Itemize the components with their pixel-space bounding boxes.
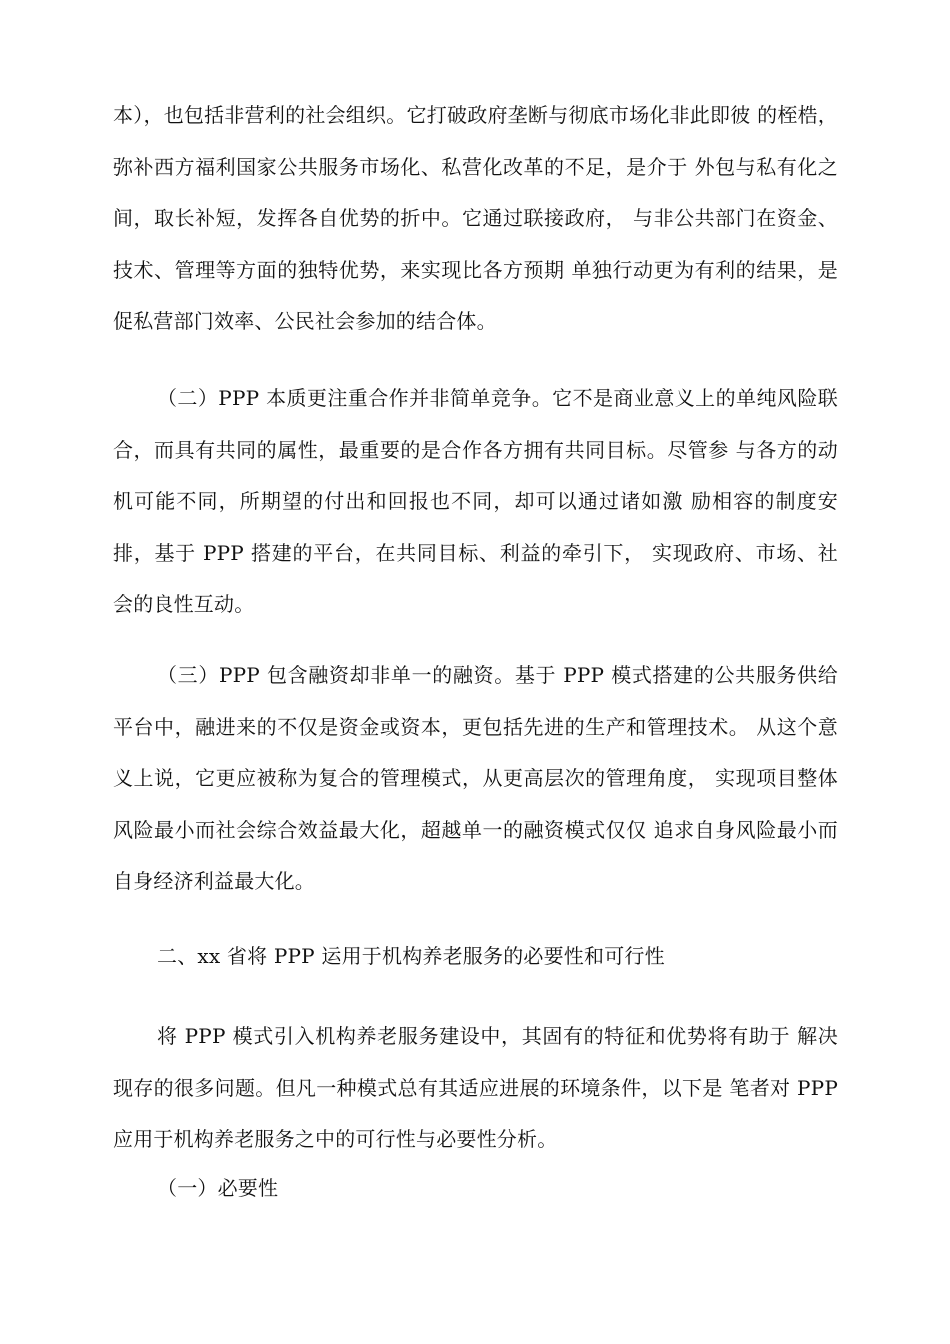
section-paragraph-3: （三）PPP 包含融资却非单一的融资。基于 PPP 模式搭建的公共服务供给平台中，融进来的不仅是资金或资本，更包括先进的生产和管理技术。 从这个意义上说，它更应被称为复合的管理模式，从更高层次的管理角度， 实现项目整体风险最小而社会综合效益最大化，超越单一的融资模式仅仅 追求自身风险最小而自身经济利益最大化。 [113,663,838,893]
body-paragraph: 本），也包括非营利的社会组织。它打破政府垄断与彻底市场化非此即彼 的桎梏，弥补西方福利国家公共服务市场化、私营化改革的不足，是介于 外包与私有化之间，取长补短，发挥各自优势的折中。它通过联接政府， 与非公共部门在资金、技术、管理等方面的独特优势，来实现比各方预期 单独行动更为有利的结果，是促私营部门效率、公民社会参加的结合体。 [113,103,838,333]
section-paragraph-2: （二）PPP 本质更注重合作并非简单竞争。它不是商业意义上的单纯风险联合，而具有共同的属性，最重要的是合作各方拥有共同目标。尽管参 与各方的动机可能不同，所期望的付出和回报也不同，却可以通过诸如激 励相容的制度安排，基于 PPP 搭建的平台，在共同目标、利益的牵引下， 实现政府、市场、社会的良性互动。 [113,386,838,616]
section-heading: 二、xx 省将 PPP 运用于机构养老服务的必要性和可行性 [157,944,665,968]
subsection-heading: （一）必要性 [157,1176,279,1200]
body-paragraph-intro: 将 PPP 模式引入机构养老服务建设中，其固有的特征和优势将有助于 解决现存的很多问题。但凡一种模式总有其适应进展的环境条件，以下是 笔者对 PPP 应用于机构养老服务之中的可行性与必要性分析。 [113,1024,838,1151]
